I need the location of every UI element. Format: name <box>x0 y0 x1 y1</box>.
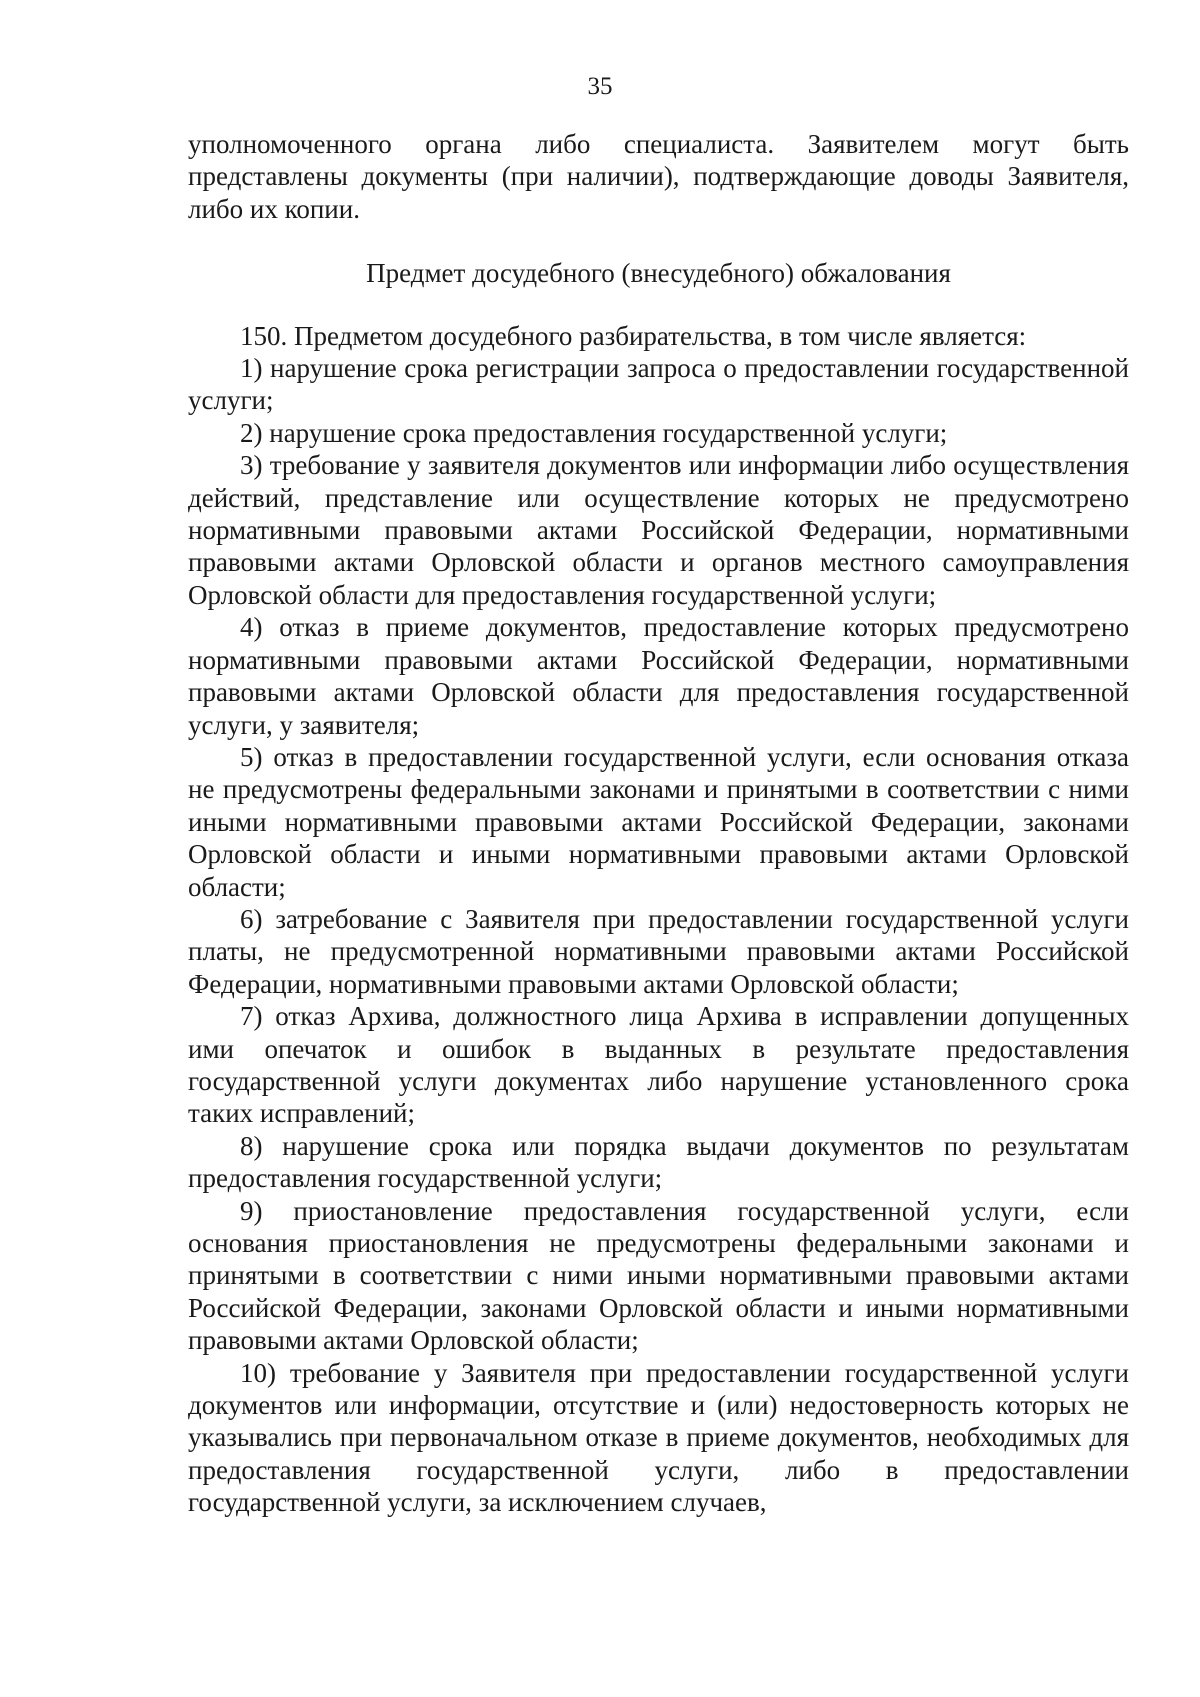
list-item-4: 4) отказ в приеме документов, предоставление которых предусмотрено нормативными правовыми актами Российской Федерации, нормативными правовыми актами Орловской области для предоставления государственной услуги, у заявителя; <box>188 612 1129 740</box>
list-item-8: 8) нарушение срока или порядка выдачи документов по результатам предоставления государственной услуги; <box>188 1130 1129 1194</box>
list-item-1: 1) нарушение срока регистрации запроса о предоставлении государственной услуги; <box>188 353 1129 416</box>
continuation-paragraph: уполномоченного органа либо специалиста. Заявителем могут быть представлены документы (при наличии), подтверждающие доводы Заявителя, либо их копии. <box>188 129 1129 224</box>
section-heading: Предмет досудебного (внесудебного) обжалования <box>366 258 951 289</box>
list-item-3: 3) требование у заявителя документов или информации либо осуществления действий, представление или осуществление которых не предусмотрено нормативными правовыми актами Российской Федерации, нормативными правовыми актами Орловской области и органов местного самоуправления Орловской области для предоставления государственной услуги; <box>188 450 1129 610</box>
list-item-6: 6) затребование с Заявителя при предоставлении государственной услуги платы, не предусмотренной нормативными правовыми актами Российской Федерации, нормативными правовыми актами Орловской области; <box>188 903 1129 999</box>
document-body <box>188 128 1129 1519</box>
list-item-10: 10) требование у Заявителя при предоставлении государственной услуги документов или информации, отсутствие и (или) недостоверность которых не указывались при первоначальном отказе в приеме документов, необходимых для предоставления государственной услуги, либо в предоставлении государственной услуги, за исключением случаев, <box>188 1357 1129 1518</box>
clause-150-intro: 150. Предметом досудебного разбирательства, в том числе является: <box>240 320 1027 351</box>
list-item-9: 9) приостановление предоставления государственной услуги, если основания приостановления не предусмотрены федеральными законами и принятыми в соответствии с ними иными нормативными правовыми актами Российской Федерации, законами Орловской области и иными нормативными правовыми актами Орловской области; <box>188 1195 1129 1356</box>
list-item-2: 2) нарушение срока предоставления государственной услуги; <box>240 417 948 448</box>
page-number: 35 <box>587 73 613 100</box>
list-item-5: 5) отказ в предоставлении государственной услуги, если основания отказа не предусмотрены федеральными законами и принятыми в соответствии с ними иными нормативными правовыми актами Российской Федерации, законами Орловской области и иными нормативными правовыми актами Орловской области; <box>188 741 1129 902</box>
list-item-7: 7) отказ Архива, должностного лица Архива в исправлении допущенных ими опечаток и ошибок в выданных в результате предоставления государственной услуги документах либо нарушение установленного срока таких исправлений; <box>188 1001 1129 1129</box>
